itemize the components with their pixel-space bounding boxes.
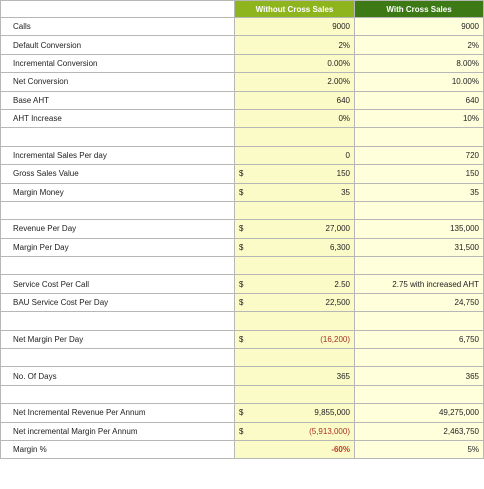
spacer-row	[1, 201, 484, 219]
value-with: 6,750	[355, 330, 484, 348]
value-without	[235, 183, 355, 201]
value-without: 9000	[235, 18, 355, 36]
amount: 35	[341, 187, 350, 197]
value-without: 0%	[235, 109, 355, 127]
row-base-aht	[1, 91, 484, 109]
spacer-cell	[235, 312, 355, 330]
spacer-cell	[355, 128, 484, 146]
value-with: 31,500	[355, 238, 484, 256]
value-with: 2%	[355, 36, 484, 54]
spacer-cell	[1, 349, 235, 367]
spacer-cell	[1, 128, 235, 146]
currency-symbol: $	[239, 279, 244, 289]
value-with: 720	[355, 146, 484, 164]
value-without: 2%	[235, 36, 355, 54]
row-margin-money	[1, 183, 484, 201]
row-label: Default Conversion	[1, 36, 235, 54]
value-without	[235, 422, 355, 440]
row-label: BAU Service Cost Per Day	[1, 293, 235, 311]
value-without: 640	[235, 91, 355, 109]
row-label: Net Incremental Revenue Per Annum	[1, 404, 235, 422]
value-without	[235, 275, 355, 293]
spacer-cell	[235, 201, 355, 219]
spacer-row	[1, 128, 484, 146]
row-label: Base AHT	[1, 91, 235, 109]
spacer-cell	[235, 349, 355, 367]
value-without	[235, 330, 355, 348]
value-with: 150	[355, 165, 484, 183]
row-incremental-sales-per-day	[1, 146, 484, 164]
value-without	[235, 404, 355, 422]
value-with: 2,463,750	[355, 422, 484, 440]
value-without: 365	[235, 367, 355, 385]
currency-symbol: $	[239, 334, 244, 344]
amount: 2.50	[334, 279, 350, 289]
row-label: Net Margin Per Day	[1, 330, 235, 348]
value-without: 0	[235, 146, 355, 164]
currency-symbol: $	[239, 242, 244, 252]
row-net-incremental-revenue-per-annum	[1, 404, 484, 422]
row-label: AHT Increase	[1, 109, 235, 127]
amount-negative: -60%	[331, 445, 350, 455]
value-with: 640	[355, 91, 484, 109]
row-margin-per-day	[1, 238, 484, 256]
row-net-incremental-margin-per-annum	[1, 422, 484, 440]
spacer-cell	[355, 257, 484, 275]
row-no-of-days	[1, 367, 484, 385]
row-aht-increase	[1, 109, 484, 127]
row-label: Margin %	[1, 440, 235, 458]
value-with: 135,000	[355, 220, 484, 238]
amount: 22,500	[325, 298, 350, 308]
currency-symbol: $	[239, 187, 244, 197]
row-default-conversion	[1, 36, 484, 54]
spacer-cell	[235, 257, 355, 275]
currency-symbol: $	[239, 298, 244, 308]
value-without	[235, 220, 355, 238]
amount: 27,000	[325, 224, 350, 234]
value-with: 10%	[355, 109, 484, 127]
row-margin-percent	[1, 440, 484, 458]
row-incremental-conversion	[1, 54, 484, 72]
currency-symbol: $	[239, 224, 244, 234]
currency-symbol: $	[239, 426, 244, 436]
spacer-cell	[355, 385, 484, 403]
row-label: Net incremental Margin Per Annum	[1, 422, 235, 440]
spacer-cell	[1, 312, 235, 330]
value-with: 9000	[355, 18, 484, 36]
spacer-cell	[355, 312, 484, 330]
spacer-row	[1, 257, 484, 275]
amount: 6,300	[329, 242, 350, 252]
row-label: Margin Per Day	[1, 238, 235, 256]
value-without	[235, 440, 355, 458]
value-with: 35	[355, 183, 484, 201]
value-without: 2.00%	[235, 73, 355, 91]
row-label: Net Conversion	[1, 73, 235, 91]
spacer-row	[1, 312, 484, 330]
value-without: 0.00%	[235, 54, 355, 72]
value-with: 8.00%	[355, 54, 484, 72]
header-with-cross-sales: With Cross Sales	[355, 1, 484, 18]
row-revenue-per-day	[1, 220, 484, 238]
value-with: 49,275,000	[355, 404, 484, 422]
row-label: Revenue Per Day	[1, 220, 235, 238]
spacer-cell	[1, 201, 235, 219]
value-with: 365	[355, 367, 484, 385]
value-without	[235, 293, 355, 311]
row-label: Service Cost Per Call	[1, 275, 235, 293]
row-label: Margin Money	[1, 183, 235, 201]
header-label-cell	[1, 1, 235, 18]
value-without	[235, 165, 355, 183]
spacer-cell	[235, 128, 355, 146]
row-label: Incremental Sales Per day	[1, 146, 235, 164]
amount-negative: (16,200)	[320, 334, 350, 344]
spacer-cell	[1, 257, 235, 275]
amount-negative: (5,913,000)	[309, 426, 350, 436]
row-label: Gross Sales Value	[1, 165, 235, 183]
spacer-row	[1, 349, 484, 367]
amount: 9,855,000	[314, 408, 350, 418]
row-calls	[1, 18, 484, 36]
spacer-cell	[1, 385, 235, 403]
currency-symbol: $	[239, 169, 244, 179]
value-without	[235, 238, 355, 256]
spacer-cell	[235, 385, 355, 403]
row-gross-sales-value	[1, 165, 484, 183]
value-with: 5%	[355, 440, 484, 458]
row-label: Calls	[1, 18, 235, 36]
value-with: 24,750	[355, 293, 484, 311]
spacer-row	[1, 385, 484, 403]
row-service-cost-per-call	[1, 275, 484, 293]
header-row	[1, 1, 484, 18]
row-net-conversion	[1, 73, 484, 91]
row-label: Incremental Conversion	[1, 54, 235, 72]
row-bau-service-cost-per-day	[1, 293, 484, 311]
value-with: 2.75 with increased AHT	[355, 275, 484, 293]
currency-symbol: $	[239, 408, 244, 418]
spacer-cell	[355, 349, 484, 367]
amount: 150	[336, 169, 350, 179]
row-label: No. Of Days	[1, 367, 235, 385]
spacer-cell	[355, 201, 484, 219]
row-net-margin-per-day	[1, 330, 484, 348]
value-with: 10.00%	[355, 73, 484, 91]
header-without-cross-sales: Without Cross Sales	[235, 1, 355, 18]
